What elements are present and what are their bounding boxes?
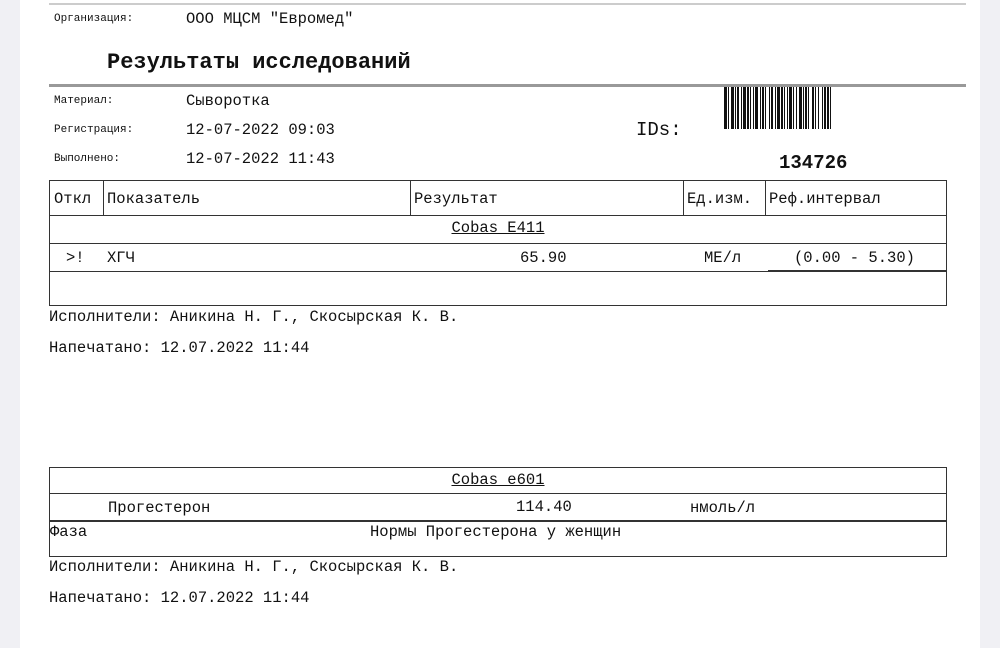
barcode-bar: [793, 87, 794, 129]
barcode-bar: [812, 87, 814, 129]
barcode-bar: [737, 87, 739, 129]
barcode-bar: [762, 87, 764, 129]
results-table-2: [49, 467, 947, 557]
barcode-bar: [815, 87, 816, 129]
deviation-flag: >!: [66, 249, 85, 267]
registration-value: 12-07-2022 09:03: [186, 121, 335, 139]
barcode-bar: [781, 87, 783, 129]
barcode-bar: [787, 87, 788, 129]
barcode-bar: [796, 87, 797, 129]
org-label: Организация:: [54, 13, 134, 25]
unit-value: нмоль/л: [690, 499, 756, 517]
barcode-bar: [808, 87, 809, 129]
barcode-bar: [750, 87, 751, 129]
barcode-bar: [784, 87, 785, 129]
material-value: Сыворотка: [186, 92, 270, 110]
done-value: 12-07-2022 11:43: [186, 150, 335, 168]
col-header-unit: Ед.изм.: [687, 190, 753, 208]
barcode-bar: [822, 87, 823, 129]
col-header-ref: Реф.интервал: [769, 190, 881, 208]
barcode-bar: [830, 87, 831, 129]
results-table-1: [49, 180, 947, 306]
result-value: 114.40: [516, 498, 572, 516]
ids-label: IDs:: [636, 119, 682, 141]
registration-label: Регистрация:: [54, 124, 134, 136]
device-name: Cobas e601: [451, 471, 545, 489]
report-page: [20, 0, 980, 648]
barcode-bar: [803, 87, 804, 129]
barcode-bar: [789, 87, 792, 129]
top-divider: [49, 3, 966, 5]
barcode: [724, 87, 946, 129]
id-number: 134726: [779, 152, 848, 174]
barcode-bar: [747, 87, 749, 129]
performers: Исполнители: Аникина Н. Г., Скосырская К. В.: [49, 558, 459, 576]
barcode-bar: [731, 87, 734, 129]
barcode-bar: [741, 87, 742, 129]
barcode-bar: [771, 87, 773, 129]
org-value: ООО МЦСМ "Евромед": [186, 10, 354, 28]
barcode-bar: [743, 87, 746, 129]
barcode-bar: [777, 87, 780, 129]
phase-label: Фаза: [50, 523, 88, 541]
barcode-bar: [818, 87, 819, 129]
unit-value: МЕ/л: [704, 249, 742, 267]
printed-at: Напечатано: 12.07.2022 11:44: [49, 339, 310, 357]
printed-at: Напечатано: 12.07.2022 11:44: [49, 589, 310, 607]
material-label: Материал:: [54, 95, 114, 107]
result-value: 65.90: [520, 249, 567, 267]
barcode-bar: [799, 87, 802, 129]
barcode-bar: [735, 87, 736, 129]
barcode-bar: [760, 87, 761, 129]
barcode-bar: [724, 87, 727, 129]
barcode-bar: [753, 87, 754, 129]
barcode-bar: [728, 87, 729, 129]
norms-label: Нормы Прогестерона у женщин: [370, 523, 622, 541]
barcode-bar: [827, 87, 829, 129]
indicator-name: Прогестерон: [108, 499, 211, 517]
ref-interval: (0.00 - 5.30): [794, 249, 915, 267]
col-header-deviation: Откл: [54, 190, 92, 208]
col-header-indicator: Показатель: [107, 190, 201, 208]
barcode-bar: [765, 87, 766, 129]
device-name: Cobas E411: [451, 219, 545, 237]
page-title: Результаты исследований: [107, 50, 411, 75]
barcode-bar: [755, 87, 758, 129]
barcode-bar: [805, 87, 807, 129]
col-header-result: Результат: [414, 190, 498, 208]
performers: Исполнители: Аникина Н. Г., Скосырская К. В.: [49, 308, 459, 326]
barcode-bar: [769, 87, 770, 129]
indicator-name: ХГЧ: [107, 249, 135, 267]
barcode-bar: [775, 87, 776, 129]
done-label: Выполнено:: [54, 153, 121, 165]
barcode-bar: [824, 87, 826, 129]
